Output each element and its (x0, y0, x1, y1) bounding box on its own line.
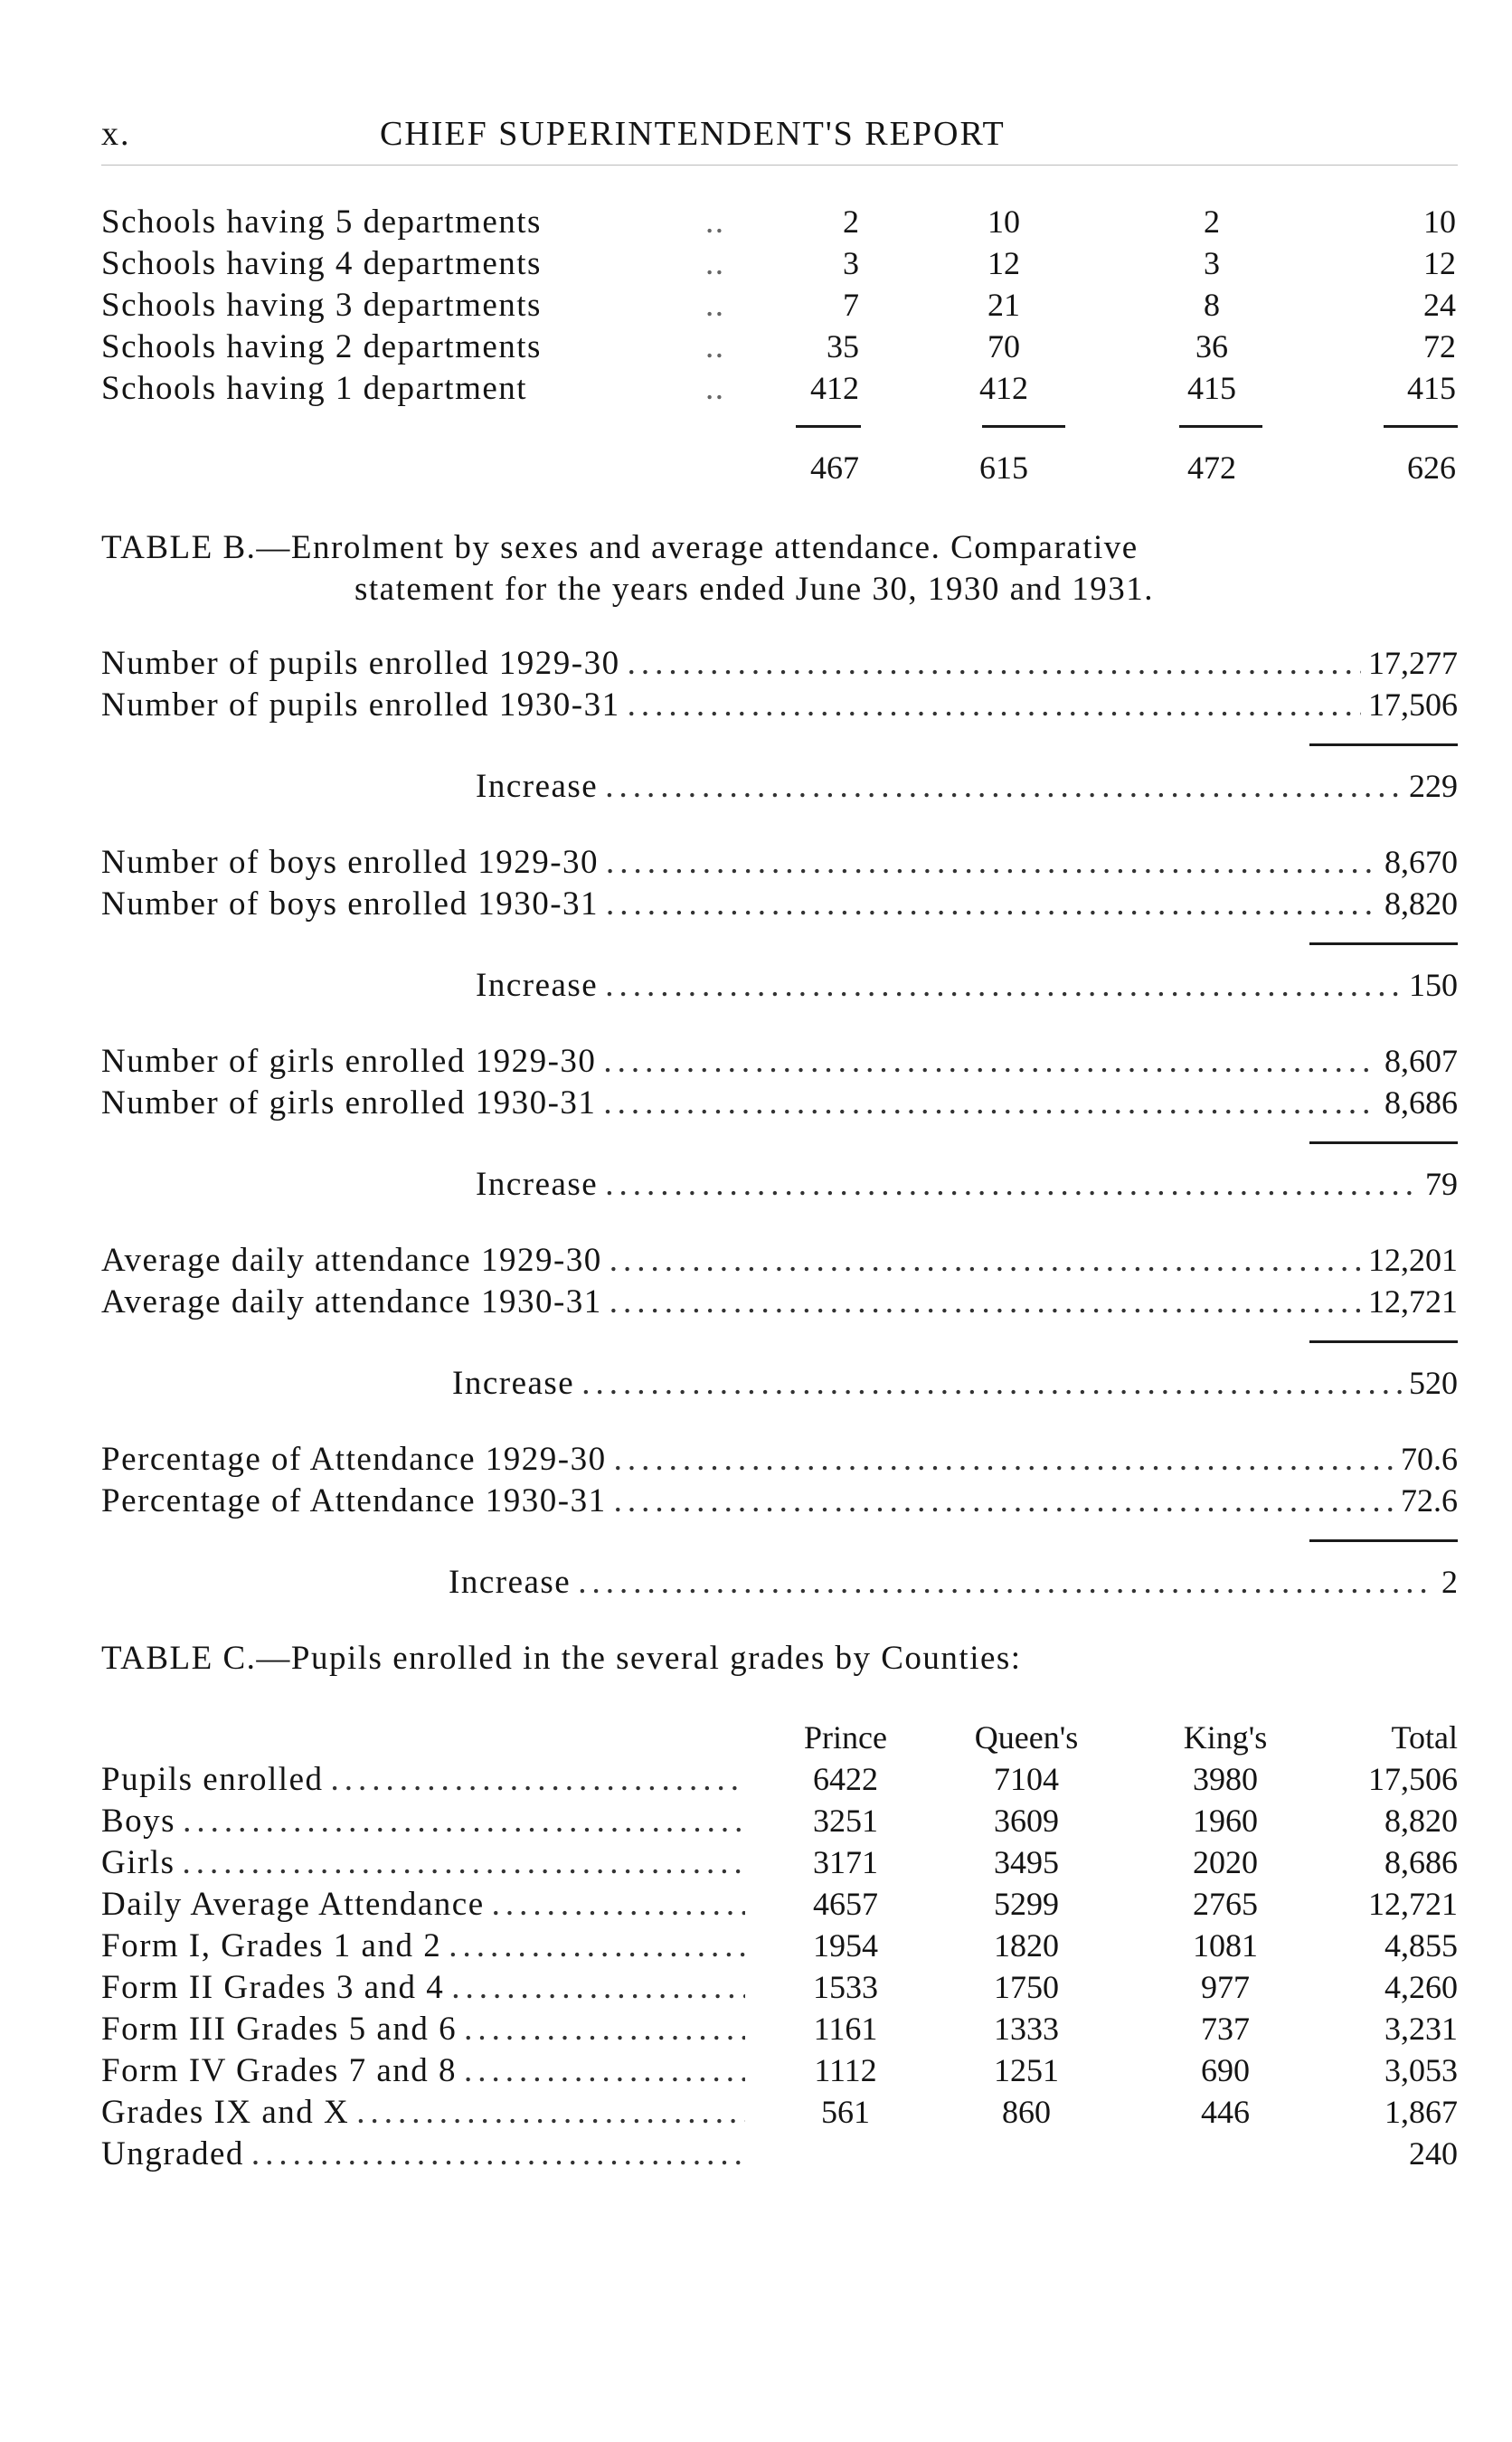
total-cell: 472 (1187, 450, 1236, 486)
row-label: Average daily attendance 1929-30 (101, 1242, 602, 1279)
row-label: Boys (101, 1803, 176, 1840)
cell: 21 (988, 287, 1020, 323)
sum-rule (1384, 425, 1458, 428)
comparison-row (101, 885, 1458, 923)
cell: 3980 (1193, 1761, 1258, 1797)
increase-row (452, 1364, 1458, 1403)
leader-dots (578, 1563, 1434, 1602)
cell: 3 (1204, 245, 1220, 281)
cell: 36 (1195, 328, 1228, 364)
cell: 415 (1187, 370, 1236, 406)
row-label-with-leaders (101, 1968, 752, 2007)
row-label: Number of boys enrolled 1929-30 (101, 844, 600, 881)
leader-dots (183, 1843, 746, 1882)
row-label-with-leaders (101, 1802, 752, 1841)
cell: 35 (827, 328, 859, 364)
cell: 446 (1201, 2094, 1250, 2130)
cell: 1533 (813, 1969, 878, 2005)
cell: 12 (988, 245, 1020, 281)
row-label: Form III Grades 5 and 6 (101, 2011, 458, 2048)
row-label-with-leaders (101, 2010, 752, 2049)
comparison-row (101, 644, 1458, 683)
cell: 3251 (813, 1803, 878, 1839)
cell: 561 (821, 2094, 870, 2130)
row-label-with-leaders (101, 1843, 752, 1882)
increase-label: Increase (449, 1564, 572, 1601)
cell: 17,506 (1368, 1761, 1458, 1797)
leader-dots (628, 644, 1361, 683)
leader-dots (356, 2093, 745, 2132)
leader-dots: .. (705, 204, 725, 241)
sum-rule (1309, 1141, 1458, 1144)
increase-value: 150 (1409, 967, 1458, 1003)
row-label: Ungraded (101, 2135, 244, 2172)
leader-dots (464, 2051, 745, 2090)
cell: 12,721 (1368, 1886, 1458, 1922)
row-value: 12,201 (1368, 1242, 1458, 1278)
row-label: Schools having 1 department (101, 370, 528, 407)
column-header: Prince (804, 1719, 887, 1756)
leader-dots (606, 843, 1377, 882)
leader-dots (331, 1760, 745, 1799)
cell: 70 (988, 328, 1020, 364)
cell: 1820 (994, 1927, 1059, 1964)
sum-rule (1309, 1539, 1458, 1542)
row-label: Number of pupils enrolled 1929-30 (101, 645, 620, 682)
increase-value: 79 (1425, 1166, 1458, 1202)
comparison-row (101, 1042, 1458, 1081)
increase-label: Increase (476, 768, 599, 805)
row-value: 70.6 (1401, 1441, 1458, 1477)
cell: 415 (1407, 370, 1456, 406)
cell: 4,855 (1384, 1927, 1458, 1964)
sum-rule (796, 425, 861, 428)
leader-dots (492, 1885, 745, 1924)
row-label: Schools having 2 departments (101, 328, 542, 365)
sum-rule (982, 425, 1065, 428)
leader-dots (605, 966, 1402, 1005)
total-cell: 626 (1407, 450, 1456, 486)
row-value: 8,670 (1384, 844, 1458, 880)
cell: 2020 (1193, 1844, 1258, 1880)
row-label: Average daily attendance 1930-31 (101, 1283, 602, 1320)
table-b-caption-line2: statement for the years ended June 30, 1930 and 1931. (354, 571, 1155, 608)
row-value: 12,721 (1368, 1283, 1458, 1320)
comparison-row (101, 1084, 1458, 1122)
running-header-title: CHIEF SUPERINTENDENT'S REPORT (380, 115, 1006, 153)
leader-dots (614, 1440, 1394, 1479)
increase-row (476, 1165, 1458, 1204)
sum-rule (1179, 425, 1262, 428)
leader-dots (451, 1968, 745, 2007)
row-label: Form I, Grades 1 and 2 (101, 1927, 442, 1964)
increase-row (476, 966, 1458, 1005)
leader-dots (605, 767, 1402, 806)
cell: 24 (1423, 287, 1456, 323)
comparison-row (101, 686, 1458, 724)
cell: 1161 (813, 2011, 878, 2047)
cell: 1251 (994, 2052, 1059, 2088)
leader-dots (464, 2010, 745, 2049)
row-label: Girls (101, 1844, 175, 1881)
increase-label: Increase (476, 967, 599, 1004)
row-label: Number of boys enrolled 1930-31 (101, 885, 600, 923)
increase-row (476, 767, 1458, 806)
row-value: 8,607 (1384, 1043, 1458, 1079)
cell: 1081 (1193, 1927, 1258, 1964)
increase-value: 2 (1441, 1564, 1458, 1600)
row-label-with-leaders (101, 2093, 752, 2132)
leader-dots: .. (705, 245, 725, 282)
leader-dots: .. (705, 328, 725, 365)
cell: 7 (843, 287, 859, 323)
leader-dots: .. (705, 287, 725, 324)
cell: 3609 (994, 1803, 1059, 1839)
row-label: Form II Grades 3 and 4 (101, 1969, 445, 2006)
row-label: Daily Average Attendance (101, 1886, 485, 1923)
row-label: Percentage of Attendance 1929-30 (101, 1441, 607, 1478)
total-cell: 615 (979, 450, 1028, 486)
leader-dots (614, 1481, 1394, 1520)
row-label: Schools having 4 departments (101, 245, 542, 282)
leader-dots (610, 1283, 1361, 1321)
row-label: Percentage of Attendance 1930-31 (101, 1482, 607, 1519)
cell: 3171 (813, 1844, 878, 1880)
sum-rule (1309, 942, 1458, 945)
column-header: Total (1391, 1719, 1458, 1756)
cell: 8,686 (1384, 1844, 1458, 1880)
cell: 977 (1201, 1969, 1250, 2005)
cell: 3,053 (1384, 2052, 1458, 2088)
cell: 2765 (1193, 1886, 1258, 1922)
leader-dots (603, 1084, 1377, 1122)
sum-rule (1309, 743, 1458, 746)
cell: 1750 (994, 1969, 1059, 2005)
row-label-with-leaders (101, 1885, 752, 1924)
row-label: Schools having 5 departments (101, 204, 542, 241)
row-label: Number of pupils enrolled 1930-31 (101, 686, 620, 724)
increase-value: 229 (1409, 768, 1458, 804)
row-label: Pupils enrolled (101, 1761, 324, 1798)
row-label: Grades IX and X (101, 2094, 350, 2131)
cell: 412 (979, 370, 1028, 406)
cell: 3,231 (1384, 2011, 1458, 2047)
row-label: Schools having 3 departments (101, 287, 542, 324)
row-value: 8,686 (1384, 1084, 1458, 1121)
row-label-with-leaders (101, 2134, 752, 2173)
comparison-row (101, 1241, 1458, 1280)
comparison-row (101, 1481, 1458, 1520)
leader-dots (610, 1241, 1361, 1280)
sum-rule (1309, 1340, 1458, 1343)
row-value: 17,277 (1368, 645, 1458, 681)
cell: 10 (1423, 204, 1456, 240)
cell: 1,867 (1384, 2094, 1458, 2130)
row-label: Number of girls enrolled 1930-31 (101, 1084, 597, 1122)
column-header: Queen's (974, 1719, 1079, 1756)
comparison-row (101, 1283, 1458, 1321)
cell: 72 (1423, 328, 1456, 364)
leader-dots (603, 1042, 1377, 1081)
increase-label: Increase (476, 1166, 599, 1203)
cell: 240 (1409, 2135, 1458, 2172)
row-value: 17,506 (1368, 686, 1458, 723)
column-header: King's (1183, 1719, 1268, 1756)
table-c-caption: TABLE C.—Pupils enrolled in the several grades by Counties: (101, 1640, 1022, 1677)
row-value: 8,820 (1384, 885, 1458, 922)
cell: 6422 (813, 1761, 878, 1797)
leader-dots (605, 1165, 1418, 1204)
cell: 1960 (1193, 1803, 1258, 1839)
cell: 4,260 (1384, 1969, 1458, 2005)
cell: 2 (1204, 204, 1220, 240)
leader-dots (628, 686, 1361, 724)
cell: 12 (1423, 245, 1456, 281)
row-label: Form IV Grades 7 and 8 (101, 2052, 458, 2089)
increase-value: 520 (1409, 1365, 1458, 1401)
cell: 1954 (813, 1927, 878, 1964)
row-label: Number of girls enrolled 1929-30 (101, 1043, 597, 1080)
cell: 3495 (994, 1844, 1059, 1880)
cell: 7104 (994, 1761, 1059, 1797)
cell: 5299 (994, 1886, 1059, 1922)
leader-dots (251, 2134, 745, 2173)
cell: 1112 (814, 2052, 877, 2088)
leader-dots (183, 1802, 745, 1841)
increase-label: Increase (452, 1365, 575, 1402)
cell: 8 (1204, 287, 1220, 323)
total-cell: 467 (810, 450, 859, 486)
cell: 8,820 (1384, 1803, 1458, 1839)
leader-dots (449, 1926, 745, 1965)
cell: 10 (988, 204, 1020, 240)
comparison-row (101, 843, 1458, 882)
leader-dots (606, 885, 1377, 923)
page-number: x. (101, 115, 131, 153)
comparison-row (101, 1440, 1458, 1479)
cell: 412 (810, 370, 859, 406)
header-rule (101, 165, 1458, 166)
leader-dots: .. (705, 370, 725, 407)
table-b-caption: TABLE B.—Enrolment by sexes and average attendance. Comparative (101, 529, 1139, 566)
row-value: 72.6 (1401, 1482, 1458, 1519)
cell: 1333 (994, 2011, 1059, 2047)
leader-dots (581, 1364, 1402, 1403)
cell: 2 (843, 204, 859, 240)
cell: 690 (1201, 2052, 1250, 2088)
row-label-with-leaders (101, 1760, 752, 1799)
cell: 737 (1201, 2011, 1250, 2047)
row-label-with-leaders (101, 2051, 752, 2090)
cell: 4657 (813, 1886, 878, 1922)
cell: 860 (1002, 2094, 1051, 2130)
cell: 3 (843, 245, 859, 281)
increase-row (449, 1563, 1458, 1602)
row-label-with-leaders (101, 1926, 752, 1965)
